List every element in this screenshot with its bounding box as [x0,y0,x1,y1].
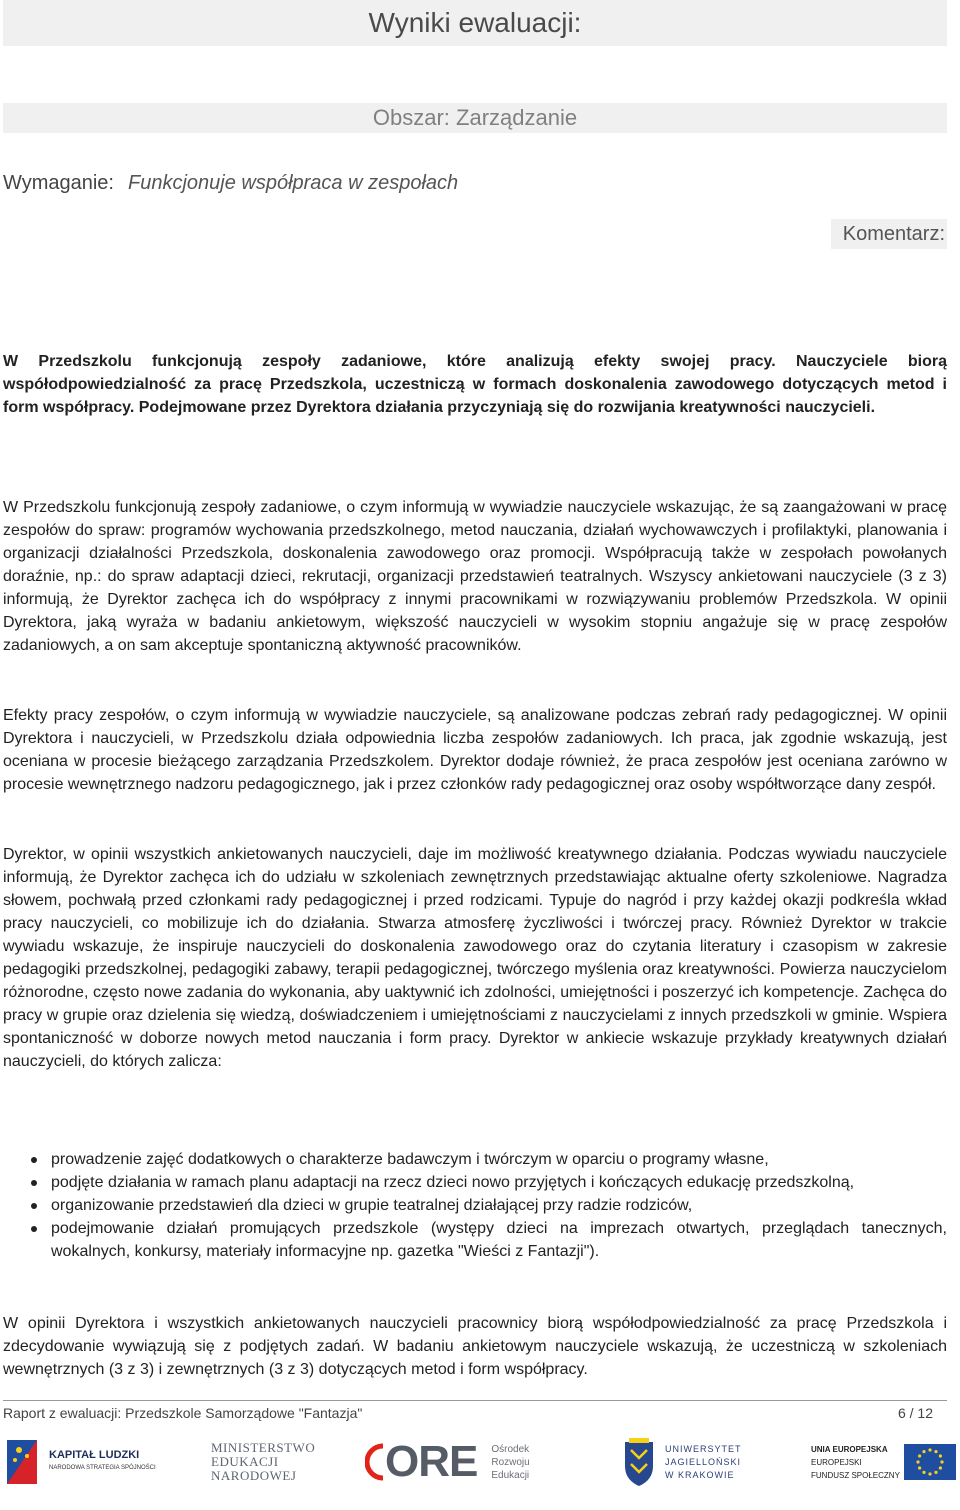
list-item: prowadzenie zajęć dodatkowych o charakterze badawczym i twórczym w oparciu o programy własne, [3,1148,947,1171]
uj-logo [621,1430,761,1494]
requirement-label: Wymaganie: [3,172,114,194]
page-title: Wyniki ewaluacji: [368,7,582,38]
kapital-ludzki-title: KAPITAŁ LUDZKI [49,1449,140,1461]
ue-logo [811,1430,960,1494]
kapital-ludzki-subtitle: NARODOWA STRATEGIA SPÓJNOŚCI [49,1465,156,1471]
comment-bar [831,219,947,249]
ore-line-2: Rozwoju [491,1456,530,1468]
uj-line-1: UNIWERSYTET [665,1443,742,1454]
paragraph-text: Dyrektor, w opinii wszystkich ankietowanych nauczycieli, daje im możliwość kreatywnego działania. Podczas wywiadu nauczyciele informują, że Dyrektor zachęca ich do udziału w szkoleniach zewnętrznych przedstawiając aktualne oferty szkoleniowe. Nagradza słowem, pochwałą przed członkami rady pedagogicznej i przed rodzicami. Typuje do nagród i przy każdej okazji podkreśla wkład pracy nauczycieli, co mobilizuje ich do działania. Stwarza atmosferę życzliwości i twórczej pracy. Również Dyrektor w trakcie wywiadu wskazuje, że inspiruje nauczycieli do doskonalenia zawodowego oraz do czytania literatury i czasopism w zakresie pedagogiki przedszkolnej, pedagogiki zabawy, terapii pedagogicznej, twórczego myślenia oraz kreatywności. Powierza nauczycielom różnorodne, często nowe zadania do wykonania, aby uaktywnić ich zdolności, umiejętności i poszerzyć ich kompetencje. Zachęca do pracy w grupie oraz dzielenia się wiedzą, doświadczeniem i umiejętnościami z nauczycielami z innych przedszkoli w gminie. Wspiera spontaniczność w doborze nowych metod nauczania i form pracy. Dyrektor w ankiecie wskazuje przykłady kreatywnych działań nauczycieli, do których zalicza: [3,846,947,1070]
list-item: organizowanie przedstawień dla dzieci w grupie teatralnej działającej przy radzie rodziców, [3,1194,947,1217]
area-heading: Obszar: Zarządzanie [372,105,578,130]
ore-wordmark: ORE [385,1437,478,1486]
footer-divider [3,1400,947,1401]
page-number: 6 / 12 [897,1405,933,1421]
page-footer [3,1405,933,1421]
ore-line-1: Ośrodek [491,1443,530,1455]
men-logo [211,1430,341,1494]
ore-logo [365,1430,565,1494]
men-line-1: MINISTERSTWO [211,1440,316,1455]
eu-flag-icon [904,1444,956,1480]
requirement-value: Funkcjonuje współpraca w zespołach [127,172,459,194]
summary-part-1: W Przedszkolu funkcjonują zespoły zadaniowe, które analizują efekty swojej pracy. Nauczyciele biorą współodpowiedzialność za pracę Przedszkola, uczestniczą w formach doskonalenia zawodowego dotyczących metod i form współpracy. [3,353,947,416]
document-page [3,0,947,46]
ue-line-2: EUROPEJSKI [811,1457,862,1467]
title-bar [3,0,947,46]
paragraph-2 [3,704,947,796]
uj-line-2: JAGIELLOŃSKI [665,1456,742,1467]
kapital-ludzki-logo [5,1430,165,1494]
paragraph-1 [3,496,947,657]
paragraph-text: Efekty pracy zespołów, o czym informują w wywiadzie nauczyciele, są analizowane podczas zebrań rady pedagogicznej. W opinii Dyrektora i nauczycieli, w Przedszkolu działa odpowiednia liczba zespołów zadaniowych. Ich praca, jak zgodnie wskazują, jest oceniana w procesie bieżącego zarządzania Przedszkolem. Dyrektor dodaje również, że praca zespołów jest oceniana zarówno w procesie wewnętrznego nadzoru pedagogicznego, jak i przez członków rady pedagogicznej oraz osoby współtworzące dany zespół. [3,707,947,793]
list-item: podjęte działania w ramach planu adaptacji na rzecz dzieci nowo przyjętych i kończących edukację przedszkolną, [3,1171,947,1194]
ore-line-3: Edukacji [491,1469,530,1481]
paragraph-3 [3,843,947,1073]
ue-line-1: UNIA EUROPEJSKA [811,1444,888,1454]
closing-paragraph [3,1312,947,1381]
summary-part-2: Podejmowane przez Dyrektora działania przyczyniają się do rozwijania kreatywności nauczycieli. [138,399,876,416]
comment-label: Komentarz: [842,222,945,245]
kapital-ludzki-emblem-icon [5,1436,45,1488]
men-line-3: NARODOWEJ [211,1468,297,1483]
ore-red-ring-icon [365,1442,385,1482]
paragraph-text: W opinii Dyrektora i wszystkich ankietowanych nauczycieli pracownicy biorą współodpowiedzialność za pracę Przedszkola i zdecydowanie wywiązują się z podjętych zadań. W badaniu ankietowym nauczyciele wskazują, że uczestniczą w szkoleniach wewnętrznych (3 z 3) i zewnętrznych (3 z 3) dotyczących metod i form współpracy. [3,1315,947,1378]
area-bar [3,103,947,133]
bullet-list [3,1148,947,1263]
list-item: podejmowanie działań promujących przedszkole (występy dzieci na imprezach otwartych, przeglądach tanecznych, wokalnych, konkursy, materiały informacyjne np. gazetka "Wieści z Fantazji"). [3,1217,947,1263]
summary-paragraph [3,350,947,419]
logo-strip [3,1430,955,1500]
uj-line-3: W KRAKOWIE [665,1469,735,1480]
ue-line-3: FUNDUSZ SPOŁECZNY [811,1470,900,1480]
paragraph-text: W Przedszkolu funkcjonują zespoły zadaniowe, o czym informują w wywiadzie nauczyciele wskazując, że są zaangażowani w pracę zespołów do spraw: programów wychowania przedszkolnego, metod nauczania, działań wychowawczych i profilaktyki, planowania i organizacji działalności Przedszkola, doskonalenia zawodowego oraz promocji. Współpracują także w zespołach powołanych doraźnie, np.: do spraw adaptacji dzieci, rekrutacji, organizacji przedstawień teatralnych. Wszyscy ankietowani nauczyciele (3 z 3) informują, że Dyrektor zachęca ich do współpracy z innymi pracownikami w rozwiązywaniu problemów Przedszkola. W opinii Dyrektora, jaką wyraża w badaniu ankietowym, większość nauczycieli w wysokim stopniu angażuje się w pracę zespołów zadaniowych, a on sam akceptuje spontaniczną aktywność pracowników. [3,499,947,654]
uj-crest-icon [621,1436,657,1488]
requirement-line [3,172,458,195]
men-line-2: EDUKACJI [211,1454,279,1469]
footer-report-title: Raport z ewaluacji: Przedszkole Samorządowe "Fantazja" [3,1405,363,1421]
